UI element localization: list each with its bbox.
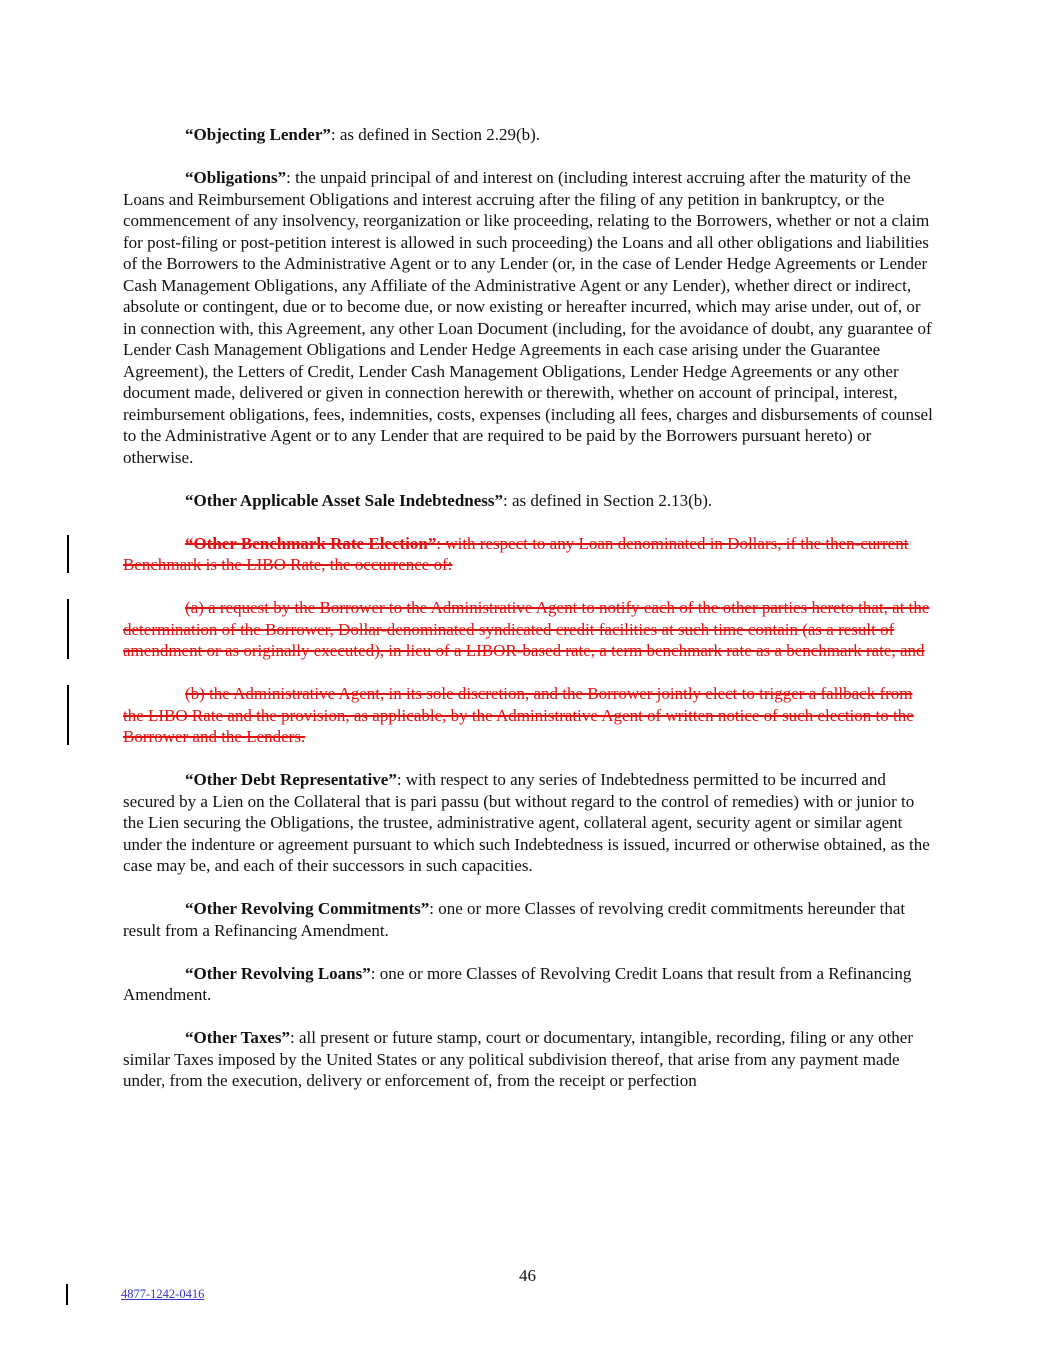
definition-other-benchmark-rate-election-deleted: [123, 533, 933, 576]
definition-text: : as defined in Section 2.29(b).: [330, 125, 541, 144]
definition-text: : all present or future stamp, court or documentary, intangible, recording, filing or any other similar Taxes imposed by the United States or any political subdivision thereof, that arise from any payment made under, from the execution, delivery or enforcement of, from the receipt or perfection: [123, 1028, 913, 1090]
change-bar: [67, 599, 69, 659]
definition-text: : one or more Classes of revolving credit commitments hereunder that result from a Refinancing Amendment.: [123, 899, 906, 940]
page-number: 46: [519, 1266, 536, 1285]
defined-term: “Other Revolving Loans”: [185, 963, 371, 983]
definition-text: : with respect to any Loan denominated in Dollars, if the then-current Benchmark is the LIBO Rate, the occurrence of:: [123, 533, 909, 574]
defined-term: “Objecting Lender”: [185, 125, 331, 144]
clause-text: (a) a request by the Borrower to the Administrative Agent to notify each of the other parties hereto that, at the determination of the Borrower, Dollar-denominated syndicated credit facilities at such time contain (as a result of amendment or as originally executed), in lieu of a LIBOR-based rate, a term benchmark rate as a benchmark rate, and: [123, 598, 930, 660]
defined-term: “Other Applicable Asset Sale Indebtedness”: [185, 490, 504, 510]
defined-term: “Obligations”: [185, 168, 287, 187]
definition-other-revolving-loans: [123, 963, 933, 1006]
definition-other-revolving-commitments: [123, 898, 933, 941]
definition-text: : with respect to any series of Indebtedness permitted to be incurred and secured by a Lien on the Collateral that is pari passu (but without regard to the control of remedies) with or junior to the Lien securing the Obligations, the trustee, administrative agent, collateral agent, security agent or similar agent under the indenture or agreement pursuant to which such Indebtedness is issued, incurred or otherwise obtained, as the case may be, and each of their successors in such capacities.: [123, 770, 930, 875]
page-body: [123, 124, 933, 1113]
change-bar-footer: [66, 1284, 68, 1305]
clause-text: (b) the Administrative Agent, in its sole discretion, and the Borrower jointly elect to trigger a fallback from the LIBO Rate and the provision, as applicable, by the Administrative Agent of written notice of such election to the Borrower and the Lenders.: [123, 684, 914, 746]
defined-term: “Other Benchmark Rate Election”: [185, 533, 437, 553]
definition-text: : as defined in Section 2.13(b).: [503, 490, 713, 510]
definition-text: : the unpaid principal of and interest on (including interest accruing after the maturity of the Loans and Reimbursement Obligations and interest accruing after the filing of any petition in bankruptcy, or the commencement of any insolvency, reorganization or like proceeding, relating to the Borrowers, whether or not a claim for post-filing or post-petition interest is allowed in such proceeding) the Loans and all other obligations and liabilities of the Borrowers to the Administrative Agent or to any Lender (or, in the case of Lender Hedge Agreements or Lender Cash Management Obligations, any Affiliate of the Administrative Agent or any Lender), whether direct or indirect, absolute or contingent, due or to become due, or now existing or hereafter incurred, which may arise under, out of, or in connection with, this Agreement, any other Loan Document (including, for the avoidance of doubt, any guarantee of Lender Cash Management Obligations and Lender Hedge Agreements in each case arising under the Guarantee Agreement), the Letters of Credit, Lender Cash Management Obligations, Lender Hedge Agreements or any other document made, delivered or given in connection herewith or therewith, whether on account of principal, interest, reimbursement obligations, fees, indemnities, costs, expenses (including all fees, charges and disbursements of counsel to the Administrative Agent or to any Lender that are required to be paid by the Borrowers pursuant hereto) or otherwise.: [123, 168, 933, 467]
definition-other-applicable-asset-sale-indebtedness: [123, 490, 933, 512]
change-bar: [67, 685, 69, 745]
definition-objecting-lender: [123, 124, 933, 146]
clause-a-deleted: [123, 597, 933, 662]
clause-b-deleted: [123, 683, 933, 748]
defined-term: “Other Debt Representative”: [185, 770, 397, 789]
defined-term: “Other Revolving Commitments”: [185, 899, 430, 918]
definition-other-debt-representative: [123, 769, 933, 877]
document-id-stamp: 4877-1242-0416: [121, 1287, 205, 1301]
definition-text: : one or more Classes of Revolving Credit Loans that result from a Refinancing Amendment.: [123, 963, 912, 1004]
change-bar: [67, 535, 69, 573]
definition-obligations: [123, 167, 933, 468]
defined-term: “Other Taxes”: [185, 1028, 291, 1047]
definition-other-taxes: [123, 1027, 933, 1092]
